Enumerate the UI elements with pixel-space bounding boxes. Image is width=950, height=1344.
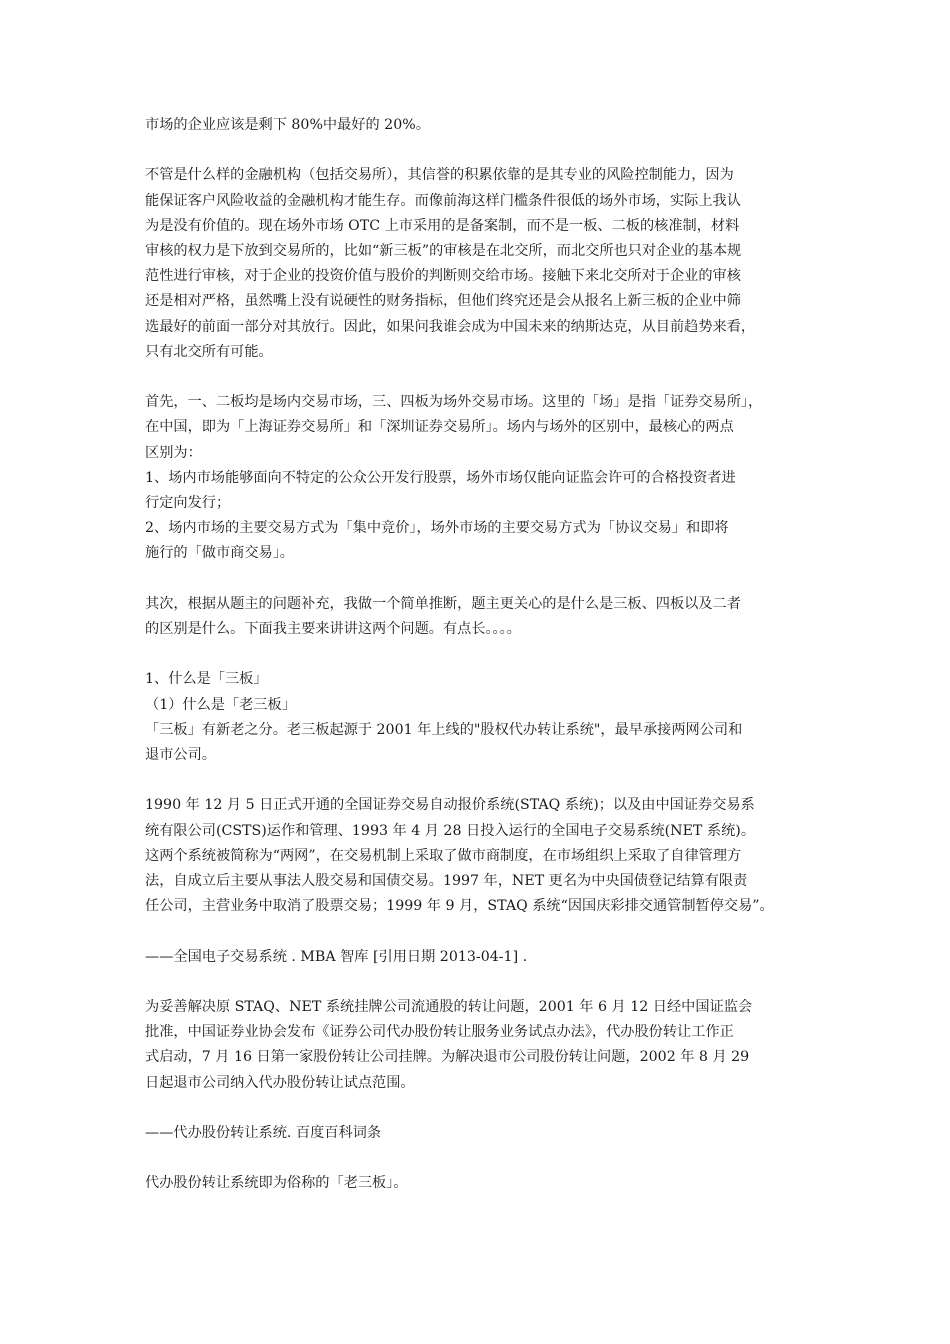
text-line: 的区别是什么。下面我主要来讲讲这两个问题。有点长。。。。 bbox=[145, 621, 521, 638]
text-line: 式启动，7 月 16 日第一家股份转让公司挂牌。为解决退市公司股份转让问题，2002 年 8 月 29 bbox=[145, 1049, 750, 1066]
text-line: 在中国，即为「上海证券交易所」和「深圳证券交易所」。场内与场外的区别中，最核心的两点 bbox=[145, 419, 734, 436]
text-line: 不管是什么样的金融机构（包括交易所），其信誉的积累依靠的是其专业的风险控制能力，因为 bbox=[145, 167, 734, 184]
text-line: 批准，中国证券业协会发布《证券公司代办股份转让服务业务试点办法》，代办股份转让工作正 bbox=[145, 1024, 734, 1041]
text-line: 市场的企业应该是剩下 80%中最好的 20%。 bbox=[145, 117, 430, 133]
text-line: 能保证客户风险收益的金融机构才能生存。而像前海这样门槛条件很低的场外市场，实际上我认 bbox=[145, 192, 741, 209]
text-line: 退市公司。 bbox=[145, 747, 216, 764]
text-line: 统有限公司(CSTS)运作和管理、1993 年 4 月 28 日投入运行的全国电子交易系统(NET 系统)。 bbox=[145, 822, 756, 839]
text-line: 1、场内市场能够面向不特定的公众公开发行股票，场外市场仅能向证监会许可的合格投资者进 bbox=[145, 469, 736, 486]
paragraph-old-third-board bbox=[145, 1171, 807, 1196]
text-line: 区别为： bbox=[145, 444, 202, 461]
text-line: 代办股份转让系统即为俗称的「老三板」。 bbox=[145, 1175, 408, 1192]
text-line: 其次，根据从题主的问题补充，我做一个简单推断，题主更关心的是什么是三板、四板以及二者 bbox=[145, 595, 741, 612]
text-line: 审核的权力是下放到交易所的，比如“新三板”的审核是在北交所，而北交所也只对企业的基本规 bbox=[145, 243, 742, 259]
text-line: 日起退市公司纳入代办股份转让试点范围。 bbox=[145, 1074, 415, 1091]
text-line: 「三板」有新老之分。老三板起源于 2001 年上线的"股权代办转让系统"，最早承接两网公司和 bbox=[145, 721, 743, 738]
text-line: 施行的「做市商交易」。 bbox=[145, 545, 294, 562]
paragraph-financial-institutions bbox=[145, 163, 807, 365]
text-line: 范性进行审核，对于企业的投资价值与股价的判断则交给市场。接触下来北交所对于企业的审核 bbox=[145, 268, 741, 285]
citation-baidu bbox=[145, 1121, 807, 1146]
text-line: 2、场内市场的主要交易方式为「集中竞价」，场外市场的主要交易方式为「协议交易」和即将 bbox=[145, 520, 729, 537]
text-line: 这两个系统被简称为“两网”，在交易机制上采取了做市商制度，在市场组织上采取了自律管理方 bbox=[145, 847, 742, 864]
text-line: 法，自成立后主要从事法人股交易和国债交易。1997 年，NET 更名为中央国债登记结算有限责 bbox=[145, 873, 748, 890]
text-line: 1990 年 12 月 5 日正式开通的全国证券交易自动报价系统(STAQ 系统)；以及由中国证券交易系 bbox=[145, 797, 755, 814]
section-heading: 1、什么是「三板」 bbox=[145, 671, 268, 688]
text-line: 选最好的前面一部分对其放行。因此，如果问我谁会成为中国未来的纳斯达克，从目前趋势来看， bbox=[145, 318, 756, 335]
citation-line: ——全国电子交易系统 . MBA 智库 [引用日期 2013-04-1] . bbox=[145, 948, 528, 965]
text-line: 任公司，主营业务中取消了股票交易；1999 年 9 月，STAQ 系统“因国庆彩排交通管制暂停交易”。 bbox=[145, 898, 774, 915]
paragraph-intro bbox=[145, 113, 807, 138]
text-line: 首先，一、二板均是场内交易市场，三、四板为场外交易市场。这里的「场」是指「证券交易所」， bbox=[145, 394, 763, 411]
paragraph-transfer-system bbox=[145, 995, 807, 1096]
text-line: 为妥善解决原 STAQ、NET 系统挂牌公司流通股的转让问题，2001 年 6 月 12 日经中国证监会 bbox=[145, 999, 753, 1015]
document-page bbox=[145, 113, 807, 1222]
paragraph-staq-net-history bbox=[145, 793, 807, 919]
citation-line: ——代办股份转让系统. 百度百科词条 bbox=[145, 1125, 382, 1141]
text-line: 还是相对严格，虽然嘴上没有说硬性的财务指标，但他们终究还是会从报名上新三板的企业中筛 bbox=[145, 293, 741, 310]
text-line: 只有北交所有可能。 bbox=[145, 343, 273, 360]
subsection-heading: （1）什么是「老三板」 bbox=[145, 696, 296, 713]
paragraph-what-is-third-board bbox=[145, 667, 807, 768]
paragraph-market-definition bbox=[145, 390, 807, 566]
citation-mba bbox=[145, 945, 807, 970]
text-line: 行定向发行； bbox=[145, 495, 231, 512]
text-line: 为是没有价值的。现在场外市场 OTC 上市采用的是备案制，而不是一板、二板的核准制，材料 bbox=[145, 217, 740, 234]
paragraph-question-intro bbox=[145, 592, 807, 642]
